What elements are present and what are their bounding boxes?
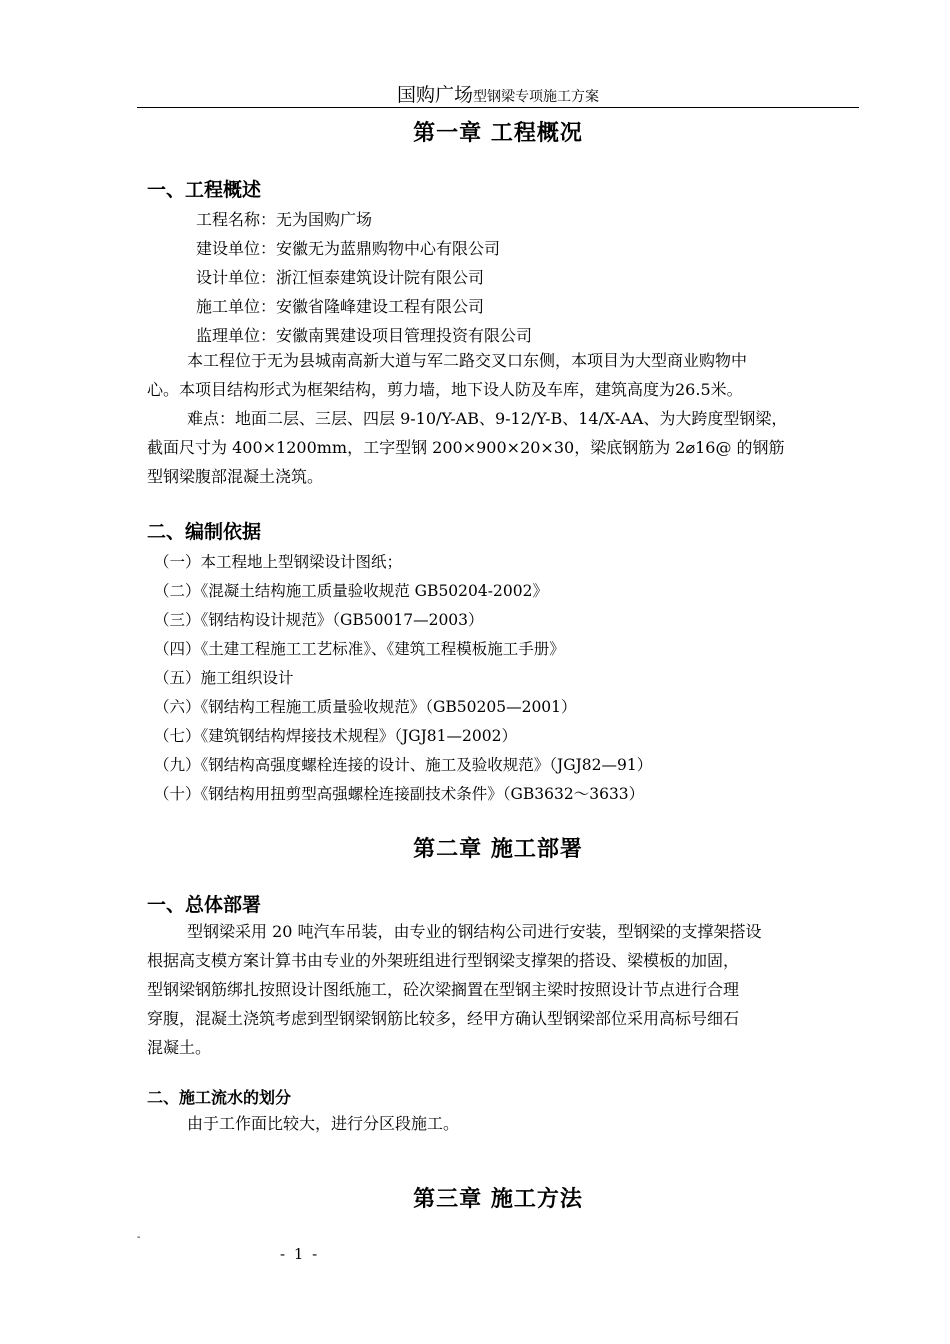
paragraph-line: 型钢梁钢筋绑扎按照设计图纸施工，砼次梁搁置在型钢主梁时按照设计节点进行合理 bbox=[147, 980, 740, 999]
section-2-2-title: 二、施工流水的划分 bbox=[147, 1088, 292, 1107]
reference-item: （六）《钢结构工程施工质量验收规范》（GB50205—2001） bbox=[154, 698, 577, 716]
overall-deployment-paragraph bbox=[147, 917, 853, 1062]
chapter-2-title: 第二章 施工部署 bbox=[413, 837, 583, 862]
header-title-small: 型钢梁专项施工方案 bbox=[473, 89, 599, 105]
chapter-1-title: 第一章 工程概况 bbox=[413, 121, 583, 146]
project-location-paragraph bbox=[147, 346, 853, 404]
section-1-1-title: 一、工程概述 bbox=[147, 179, 262, 201]
work-division-paragraph bbox=[147, 1109, 853, 1138]
owner-unit: 建设单位：安徽无为蓝鼎购物中心有限公司 bbox=[196, 239, 501, 258]
reference-item: （五）施工组织设计 bbox=[154, 669, 294, 687]
paragraph-line: 本工程位于无为县城南高新大道与军二路交叉口东侧，本项目为大型商业购物中 bbox=[187, 351, 748, 370]
paragraph-line: 穿腹，混凝土浇筑考虑到型钢梁钢筋比较多，经甲方确认型钢梁部位采用高标号细石 bbox=[147, 1009, 740, 1028]
paragraph-line: 型钢梁采用 20 吨汽车吊装，由专业的钢结构公司进行安装，型钢梁的支撑架搭设 bbox=[187, 922, 762, 941]
paragraph-line: 型钢梁腹部混凝土浇筑。 bbox=[147, 467, 324, 486]
header-title-big: 国购广场 bbox=[396, 84, 473, 106]
supervision-unit: 监理单位：安徽南巽建设项目管理投资有限公司 bbox=[196, 326, 533, 345]
difficulty-paragraph bbox=[147, 404, 853, 491]
reference-item: （七）《建筑钢结构焊接技术规程》（JGJ81—2002） bbox=[154, 727, 517, 745]
header-rule bbox=[137, 107, 859, 108]
reference-item: （九）《钢结构高强度螺栓连接的设计、施工及验收规范》（JGJ82—91） bbox=[154, 756, 653, 774]
paragraph-line: 心。本项目结构形式为框架结构，剪力墙，地下设人防及车库，建筑高度为26.5米。 bbox=[147, 380, 743, 399]
running-header bbox=[137, 80, 859, 106]
paragraph-line: 混凝土。 bbox=[147, 1038, 212, 1057]
paragraph-line: 截面尺寸为 400×1200mm，工字型钢 200×900×20×30，梁底钢筋为 2⌀16@ 的钢筋 bbox=[147, 438, 785, 457]
page-number: - 1 - bbox=[280, 1245, 320, 1263]
project-name: 工程名称：无为国购广场 bbox=[196, 210, 373, 229]
reference-item: （三）《钢结构设计规范》（GB50017—2003） bbox=[154, 611, 484, 629]
design-unit: 设计单位：浙江恒泰建筑设计院有限公司 bbox=[196, 268, 485, 287]
reference-item: （一）本工程地上型钢梁设计图纸； bbox=[154, 553, 403, 571]
paragraph-line: 由于工作面比较大，进行分区段施工。 bbox=[187, 1114, 460, 1133]
reference-item: （二）《混凝土结构施工质量验收规范 GB50204-2002》 bbox=[154, 582, 548, 600]
section-2-1-title: 一、总体部署 bbox=[147, 894, 262, 916]
chapter-3-title: 第三章 施工方法 bbox=[413, 1187, 583, 1212]
construction-unit: 施工单位：安徽省隆峰建设工程有限公司 bbox=[196, 297, 485, 316]
reference-item: （十）《钢结构用扭剪型高强螺栓连接副技术条件》（GB3632～3633） bbox=[154, 785, 645, 803]
section-1-2-title: 二、编制依据 bbox=[147, 521, 262, 543]
paragraph-line: 根据高支模方案计算书由专业的外架班组进行型钢梁支撑架的搭设、梁模板的加固， bbox=[147, 951, 740, 970]
paragraph-line: 难点：地面二层、三层、四层 9-10/Y-AB、9-12/Y-B、14/X-AA、为大跨度型钢梁， bbox=[187, 409, 788, 428]
footer-mark: - bbox=[137, 1232, 141, 1243]
reference-item: （四）《土建工程施工工艺标准》、《建筑工程模板施工手册》 bbox=[154, 640, 565, 658]
